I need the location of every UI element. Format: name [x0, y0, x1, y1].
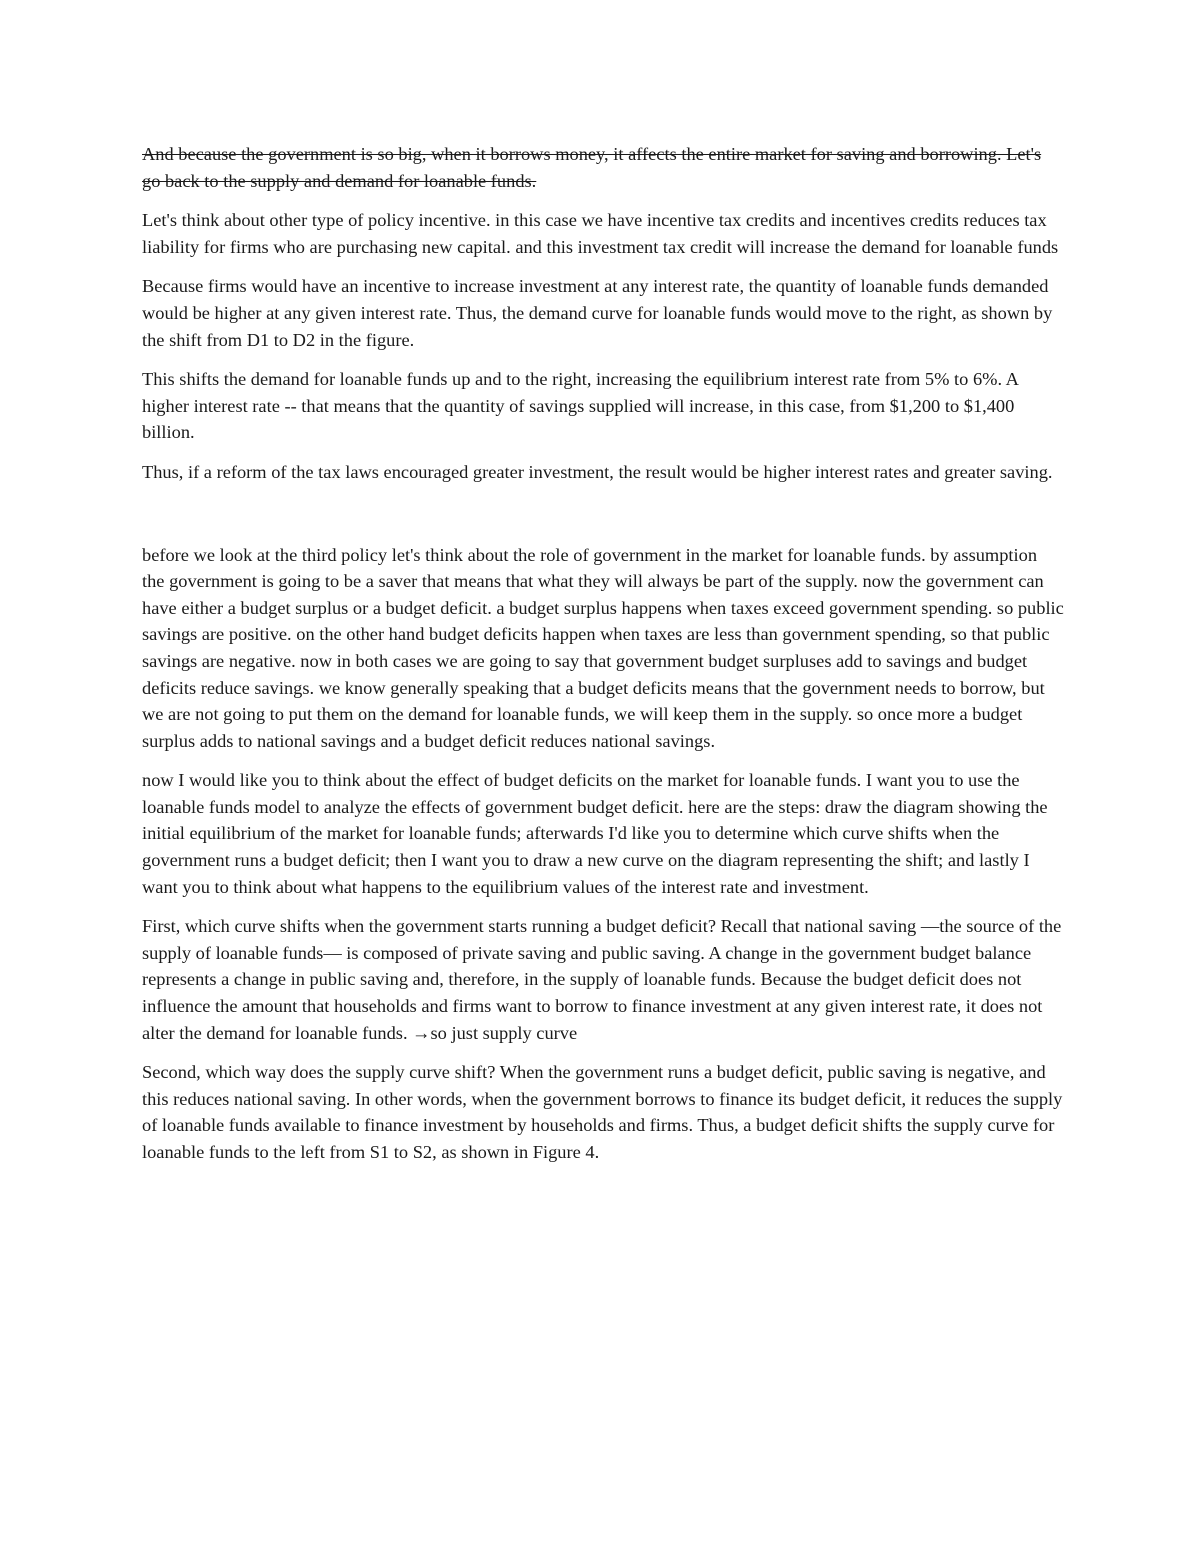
- paragraph-supply-shift-direction: Second, which way does the supply curve shift? When the government runs a budget deficit, public saving is negative, and this reduces national saving. In other words, when the government borrows to finance its budget deficit, it reduces the supply of loanable funds available to finance investment by households and firms. Thus, a budget deficit shifts the supply curve for loanable funds to the left from S1 to S2, as shown in Figure 4.: [142, 1062, 1063, 1162]
- paragraph-tax-reform-result: Thus, if a reform of the tax laws encouraged greater investment, the result would be higher interest rates and greater saving.: [142, 461, 1053, 482]
- paragraph-tax-credit-intro: Let's think about other type of policy incentive. in this case we have incentive tax credits and incentives credits reduces tax liability for firms who are purchasing new capital. and this investment tax credit will increase the demand for loanable funds: [142, 210, 1059, 257]
- struck-paragraph: And because the government is so big, when it borrows money, it affects the entire market for saving and borrowing. Let's go back to the supply and demand for loanable funds.: [142, 144, 1042, 191]
- paragraph-equilibrium-change: This shifts the demand for loanable funds up and to the right, increasing the equilibrium interest rate from 5% to 6%. A higher interest rate -- that means that the quantity of savings supplied will increase, in this case, from $1,200 to $1,400 billion.: [142, 369, 1018, 443]
- paragraph-demand-shift: Because firms would have an incentive to increase investment at any interest rate, the quantity of loanable funds demanded would be higher at any given interest rate. Thus, the demand curve for loanable funds would move to the right, as shown by the shift from D1 to D2 in the figure.: [142, 276, 1053, 350]
- paragraph-government-role: before we look at the third policy let's think about the role of government in the market for loanable funds. by assumption the government is going to be a saver that means that what they will always be part of the supply. now the government can have either a budget surplus or a budget deficit. a budget surplus happens when taxes exceed government spending. so public savings are positive. on the other hand budget deficits happen when taxes are less than government spending, so that public savings are negative. now in both cases we are going to say that government budget surpluses add to savings and budget deficits reduce savings. we know generally speaking that a budget deficits means that the government needs to borrow, but we are not going to put them on the demand for loanable funds, we will keep them in the supply. so once more a budget surplus adds to national savings and a budget deficit reduces national savings.: [142, 544, 1064, 751]
- paragraph-spacer: [142, 499, 1064, 542]
- document-body: [142, 141, 1064, 1179]
- paragraph-which-curve-shifts: First, which curve shifts when the government starts running a budget deficit? Recall that national saving —the source of the supply of loanable funds— is composed of private saving and public saving. A change in the government budget balance represents a change in public saving and, therefore, in the supply of loanable funds. Because the budget deficit does not influence the amount that households and firms want to borrow to finance investment at any given interest rate, it does not alter the demand for loanable funds. →so just supply curve: [142, 916, 1062, 1043]
- paragraph-budget-deficit-steps: now I would like you to think about the effect of budget deficits on the market for loanable funds. I want you to use the loanable funds model to analyze the effects of government budget deficit. here are the steps: draw the diagram showing the initial equilibrium of the market for loanable funds; afterwards I'd like you to determine which curve shifts when the government runs a budget deficit; then I want you to draw a new curve on the diagram representing the shift; and lastly I want you to think about what happens to the equilibrium values of the interest rate and investment.: [142, 770, 1048, 897]
